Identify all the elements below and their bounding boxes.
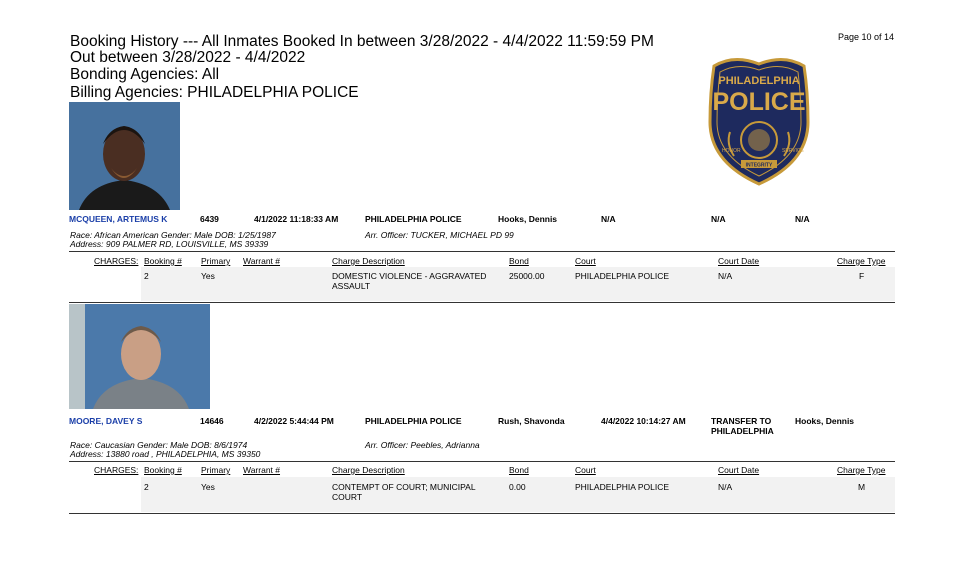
col-booking: Booking # xyxy=(144,256,182,266)
col-court-date: Court Date xyxy=(718,256,760,266)
col-bond: Bond xyxy=(509,256,529,266)
charge-bond: 25000.00 xyxy=(509,271,545,281)
address: Address: 909 PALMER RD, LOUISVILLE, MS 39339 xyxy=(70,239,269,249)
charge-description: DOMESTIC VIOLENCE - AGGRAVATED ASSAULT xyxy=(332,271,487,291)
release-datetime: N/A xyxy=(601,214,616,224)
race-gender-dob: Race: Caucasian Gender: Male DOB: 8/6/1974 xyxy=(70,440,248,450)
agency: PHILADELPHIA POLICE xyxy=(365,416,462,426)
race-gender-dob: Race: African American Gender: Male DOB: 1/25/1987 xyxy=(70,230,276,240)
booking-officer: Hooks, Dennis xyxy=(498,214,558,224)
released-by: Hooks, Dennis xyxy=(795,416,855,426)
inmate-id: 14646 xyxy=(200,416,224,426)
booking-officer: Rush, Shavonda xyxy=(498,416,565,426)
charge-booking: 2 xyxy=(144,271,149,281)
charge-description: CONTEMPT OF COURT; MUNICIPAL COURT xyxy=(332,482,476,502)
svg-text:POLICE: POLICE xyxy=(712,88,806,116)
inmate-id: 6439 xyxy=(200,214,219,224)
col-court-date: Court Date xyxy=(718,465,760,475)
col-primary: Primary xyxy=(201,465,231,475)
svg-text:PHILADELPHIA: PHILADELPHIA xyxy=(718,75,800,87)
charge-type: M xyxy=(858,482,866,492)
col-court: Court xyxy=(575,256,596,266)
release-datetime: 4/4/2022 10:14:27 AM xyxy=(601,416,686,426)
svg-text:INTEGRITY: INTEGRITY xyxy=(745,162,773,169)
charge-court: PHILADELPHIA POLICE xyxy=(575,271,670,281)
mugshot-image xyxy=(69,304,210,409)
report-bonding-agencies: Bonding Agencies: All xyxy=(70,66,220,83)
booked-datetime: 4/2/2022 5:44:44 PM xyxy=(254,416,334,426)
arresting-officer: Arr. Officer: TUCKER, MICHAEL PD 99 xyxy=(365,230,514,240)
col-booking: Booking # xyxy=(144,465,182,475)
release-type: TRANSFER TO PHILADELPHIA xyxy=(711,416,774,436)
booked-datetime: 4/1/2022 11:18:33 AM xyxy=(254,214,339,224)
charges-label: CHARGES: xyxy=(94,465,139,475)
charge-primary: Yes xyxy=(201,271,215,281)
inmate-name[interactable]: MOORE, DAVEY S xyxy=(69,416,143,426)
report-out-range: Out between 3/28/2022 - 4/4/2022 xyxy=(70,49,306,66)
svg-text:SERVICE: SERVICE xyxy=(782,148,804,154)
report-title: Booking History --- All Inmates Booked In between 3/28/2022 - 4/4/2022 11:59:59 PM xyxy=(70,33,654,50)
address: Address: 13880 road , PHILADELPHIA, MS 39350 xyxy=(70,449,261,459)
col-primary: Primary xyxy=(201,256,231,266)
col-charge-type: Charge Type xyxy=(837,465,886,475)
divider xyxy=(69,302,895,303)
charge-type: F xyxy=(859,271,865,281)
report-billing-agencies: Billing Agencies: PHILADELPHIA POLICE xyxy=(70,84,359,101)
col-charge-type: Charge Type xyxy=(837,256,886,266)
charge-court-date: N/A xyxy=(718,271,733,281)
col-bond: Bond xyxy=(509,465,529,475)
released-by: N/A xyxy=(795,214,810,224)
svg-text:HONOR: HONOR xyxy=(722,148,741,154)
inmate-name[interactable]: MCQUEEN, ARTEMUS K xyxy=(69,214,168,224)
col-warrant: Warrant # xyxy=(243,256,281,266)
police-badge-logo xyxy=(704,52,814,186)
charge-court: PHILADELPHIA POLICE xyxy=(575,482,670,492)
divider xyxy=(69,513,895,514)
arresting-officer: Arr. Officer: Peebles, Adrianna xyxy=(365,440,480,450)
mugshot-image xyxy=(69,102,180,210)
charge-bond: 0.00 xyxy=(509,482,526,492)
agency: PHILADELPHIA POLICE xyxy=(365,214,462,224)
col-description: Charge Description xyxy=(332,465,405,475)
charges-label: CHARGES: xyxy=(94,256,139,266)
col-description: Charge Description xyxy=(332,256,405,266)
inmate-photo xyxy=(69,304,210,409)
page-number: Page 10 of 14 xyxy=(837,32,894,42)
charge-booking: 2 xyxy=(144,482,149,492)
inmate-photo xyxy=(69,102,180,210)
release-type: N/A xyxy=(711,214,726,224)
divider xyxy=(69,251,895,252)
divider xyxy=(69,461,895,462)
charge-court-date: N/A xyxy=(718,482,733,492)
col-court: Court xyxy=(575,465,596,475)
col-warrant: Warrant # xyxy=(243,465,281,475)
charge-primary: Yes xyxy=(201,482,215,492)
